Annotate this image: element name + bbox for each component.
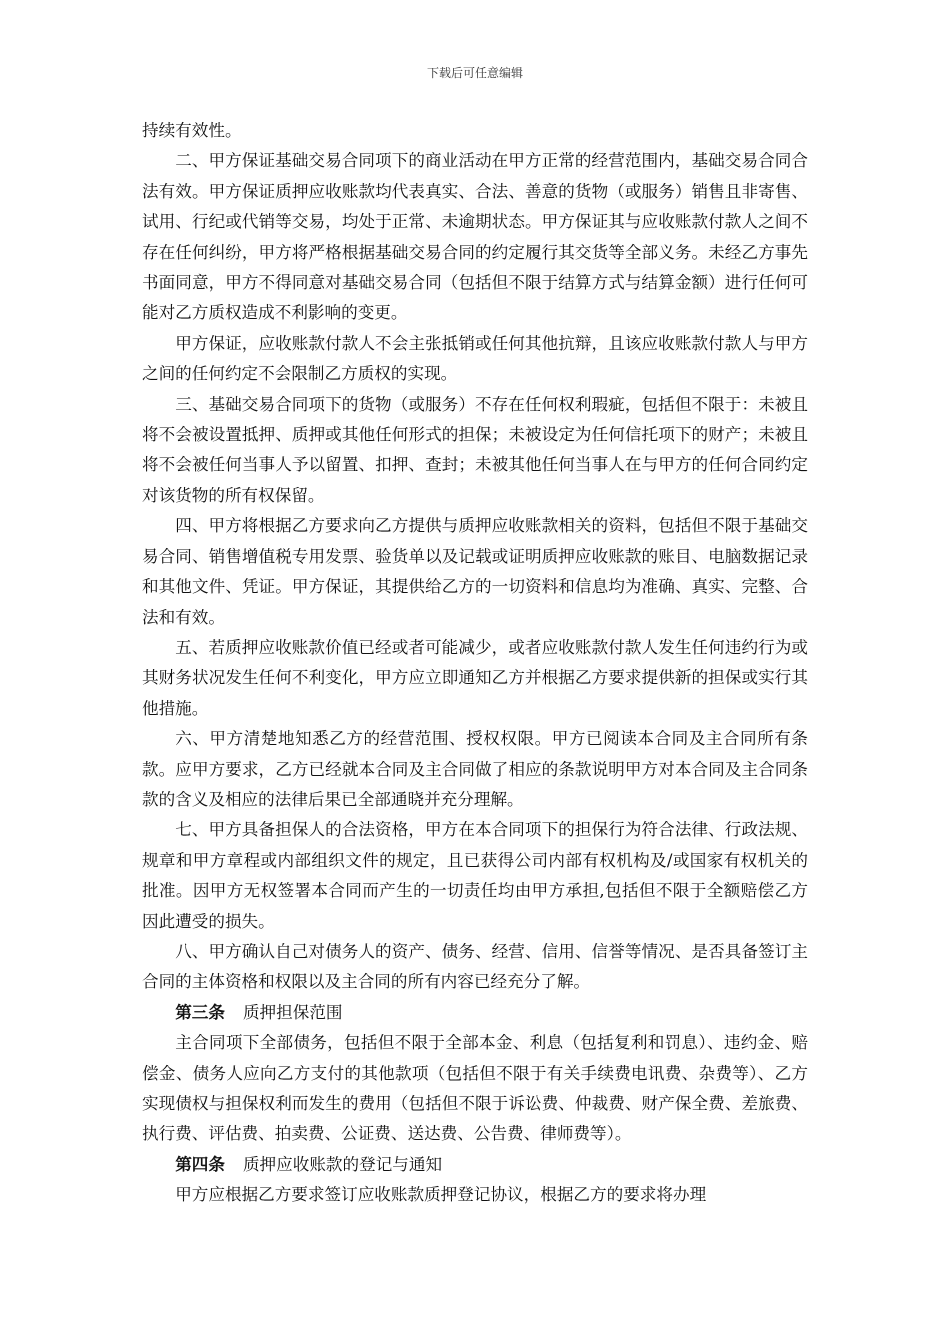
article-4-title: 质押应收账款的登记与通知 [242, 1154, 443, 1174]
clause-2-guarantee: 甲方保证，应收账款付款人不会主张抵销或任何其他抗辩，且该应收账款付款人与甲方之间的任何约定不会限制乙方质权的实现。 [142, 333, 808, 384]
clause-4: 四、甲方将根据乙方要求向乙方提供与质押应收账款相关的资料，包括但不限于基础交易合同、销售增值税专用发票、验货单以及记载或证明质押应收账款的账目、电脑数据记录和其他文件、凭证。甲方保证，其提供给乙方的一切资料和信息均为准确、真实、完整、合法和有效。 [142, 516, 808, 627]
paragraph-continuation: 持续有效性。 [142, 121, 242, 140]
page-header: 下载后可任意编辑 [426, 66, 523, 80]
clause-5: 五、若质押应收账款价值已经或者可能减少，或者应收账款付款人发生任何违约行为或其财务状况发生任何不利变化，甲方应立即通知乙方并根据乙方要求提供新的担保或实行其他措施。 [142, 637, 808, 718]
clause-8: 八、甲方确认自己对债务人的资产、债务、经营、信用、信誉等情况、是否具备签订主合同的主体资格和权限以及主合同的所有内容已经充分了解。 [142, 941, 808, 992]
article-4-number: 第四条 [175, 1154, 225, 1174]
article-3-body: 主合同项下全部债务，包括但不限于全部本金、利息（包括复利和罚息）、违约金、赔偿金、债务人应向乙方支付的其他款项（包括但不限于有关手续费电讯费、杂费等）、乙方实现债权与担保权利而发生的费用（包括但不限于诉讼费、仲裁费、财产保全费、差旅费、执行费、评估费、拍卖费、公证费、送达费、公告费、律师费等）。 [142, 1033, 808, 1144]
document-body [142, 116, 808, 1211]
article-3-heading [142, 998, 808, 1028]
clause-2: 二、甲方保证基础交易合同项下的商业活动在甲方正常的经营范围内，基础交易合同合法有效。甲方保证质押应收账款均代表真实、合法、善意的货物（或服务）销售且非寄售、试用、行纪或代销等交易，均处于正常、未逾期状态。甲方保证其与应收账款付款人之间不存在任何纠纷，甲方将严格根据基础交易合同的约定履行其交货等全部义务。未经乙方事先书面同意，甲方不得同意对基础交易合同（包括但不限于结算方式与结算金额）进行任何可能对乙方质权造成不利影响的变更。 [142, 151, 808, 323]
article-3-number: 第三条 [175, 1002, 225, 1022]
clause-7: 七、甲方具备担保人的合法资格，甲方在本合同项下的担保行为符合法律、行政法规、规章和甲方章程或内部组织文件的规定，且已获得公司内部有权机构及/或国家有权机关的批准。因甲方无权签署本合同而产生的一切责任均由甲方承担,包括但不限于全额赔偿乙方因此遭受的损失。 [142, 820, 808, 931]
clause-6: 六、甲方清楚地知悉乙方的经营范围、授权权限。甲方已阅读本合同及主合同所有条款。应甲方要求，乙方已经就本合同及主合同做了相应的条款说明甲方对本合同及主合同条款的含义及相应的法律后果已全部通晓并充分理解。 [142, 729, 808, 809]
article-4-body: 甲方应根据乙方要求签订应收账款质押登记协议，根据乙方的要求将办理 [175, 1185, 707, 1205]
clause-3: 三、基础交易合同项下的货物（或服务）不存在任何权利瑕疵，包括但不限于：未被且将不会被设置抵押、质押或其他任何形式的担保；未被设定为任何信托项下的财产；未被且将不会被任何当事人予以留置、扣押、查封；未被其他任何当事人在与甲方的任何合同约定对该货物的所有权保留。 [142, 394, 808, 505]
article-3-title: 质押担保范围 [242, 1002, 343, 1022]
article-4-heading [142, 1150, 808, 1180]
